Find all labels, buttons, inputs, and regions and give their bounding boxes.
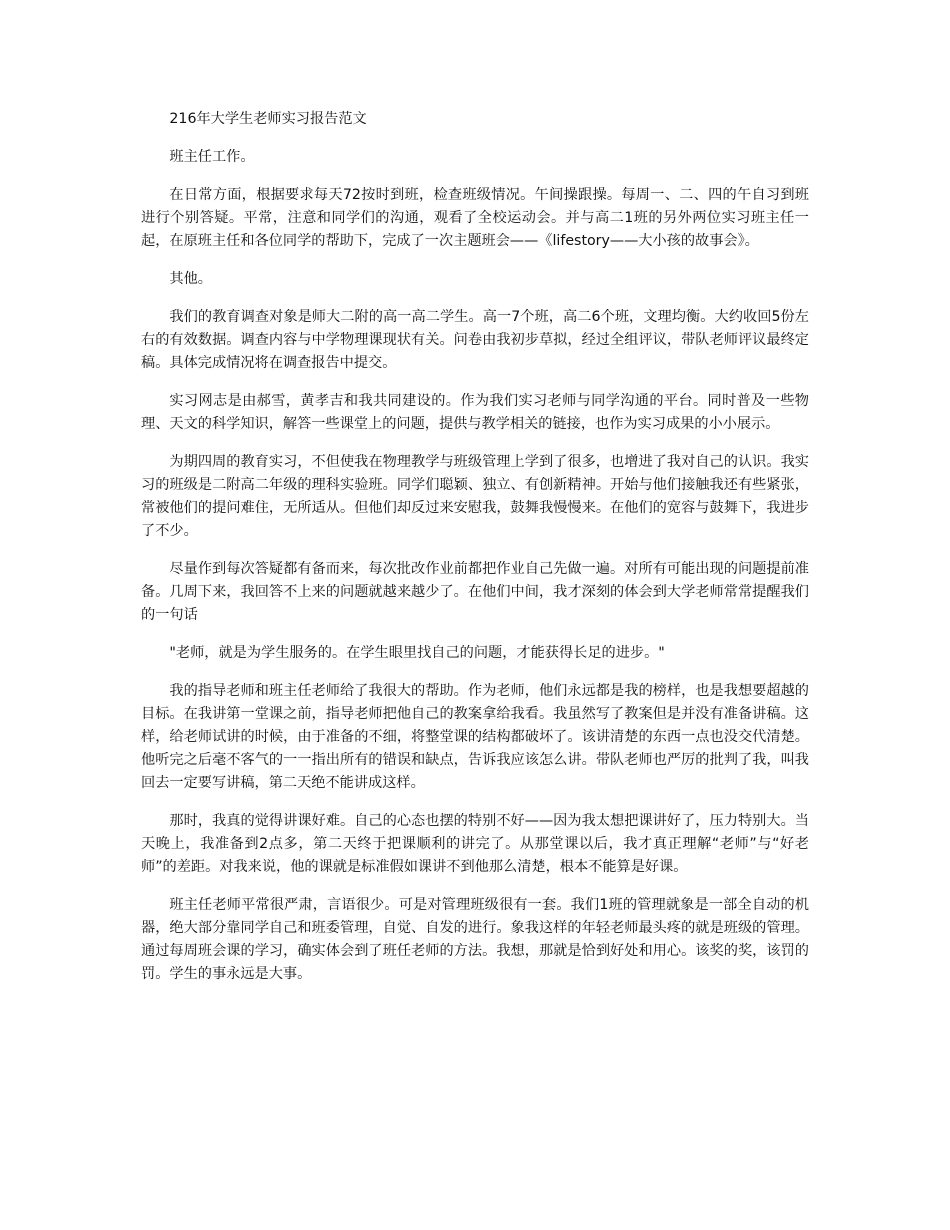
paragraph-four-week-internship: 为期四周的教育实习，不但使我在物理教学与班级管理上学到了很多，也增进了我对自己的认识。我实习的班级是二附高二年级的理科实验班。同学们聪颖、独立、有创新精神。开始与他们接触我还有些紧张，常被他们的提问难住，无所适从。但他们却反过来安慰我，鼓舞我慢慢来。在他们的宽容与鼓舞下，我进步了不少。 bbox=[141, 454, 809, 539]
document-body bbox=[141, 108, 809, 1001]
paragraph-preparation: 尽量作到每次答疑都有备而来，每次批改作业前都把作业自己先做一遍。对所有可能出现的问题提前准备。几周下来，我回答不上来的问题就越来越少了。在他们中间，我才深刻的体会到大学老师常常提醒我们的一句话 bbox=[141, 561, 809, 623]
paragraph-heading-other: 其他。 bbox=[169, 271, 212, 287]
paragraph-quote: "老师，就是为学生服务的。在学生眼里找自己的问题，才能获得长足的进步。" bbox=[169, 645, 665, 661]
paragraph-education-survey: 我们的教育调查对象是师大二附的高一高二学生。高一7个班，高二6个班，文理均衡。大约收回5份左右的有效数据。调查内容与中学物理课现状有关。问卷由我初步草拟，经过全组评议，带队老师评议最终定稿。具体完成情况将在调查报告中提交。 bbox=[141, 309, 809, 371]
paragraph-heading-class-teacher: 班主任工作。 bbox=[169, 149, 255, 165]
paragraph-teaching-difficulty: 那时，我真的觉得讲课好难。自己的心态也摆的特别不好——因为我太想把课讲好了，压力特别大。当天晚上，我准备到2点多，第二天终于把课顺利的讲完了。从那堂课以后，我才真正理解“老师”与“好老师”的差距。对我来说，他的课就是标准假如课讲不到他那么清楚，根本不能算是好课。 bbox=[141, 813, 809, 875]
paragraph-class-management: 班主任老师平常很严肃，言语很少。可是对管理班级很有一套。我们1班的管理就象是一部全自动的机器，绝大部分靠同学自己和班委管理，自觉、自发的进行。象我这样的年轻老师最头疼的就是班级的管理。通过每周班会课的学习，确实体会到了班任老师的方法。我想，那就是恰到好处和用心。该奖的奖，该罚的罚。学生的事永远是大事。 bbox=[141, 897, 809, 982]
paragraph-internship-blog: 实习网志是由郝雪，黄孝吉和我共同建设的。作为我们实习老师与同学沟通的平台。同时普及一些物理、天文的科学知识，解答一些课堂上的问题，提供与教学相关的链接，也作为实习成果的小小展示。 bbox=[141, 393, 809, 432]
paragraph-mentor-help: 我的指导老师和班主任老师给了我很大的帮助。作为老师，他们永远都是我的榜样，也是我想要超越的目标。在我讲第一堂课之前，指导老师把他自己的教案拿给我看。我虽然写了教案但是并没有准备讲稿。这样，给老师试讲的时候，由于准备的不细，将整堂课的结构都破坏了。该讲清楚的东西一点也没交代清楚。他听完之后毫不客气的一一指出所有的错误和缺点，告诉我应该怎么讲。带队老师也严厉的批判了我，叫我回去一定要写讲稿，第二天绝不能讲成这样。 bbox=[141, 683, 809, 791]
document-title: 216年大学生老师实习报告范文 bbox=[169, 111, 367, 127]
paragraph-daily-routine: 在日常方面，根据要求每天72按时到班，检查班级情况。午间操跟操。每周一、二、四的午自习到班进行个别答疑。平常，注意和同学们的沟通，观看了全校运动会。并与高二1班的另外两位实习班主任一起，在原班主任和各位同学的帮助下，完成了一次主题班会——《lifestory——大小孩的故事会》。 bbox=[141, 187, 809, 249]
